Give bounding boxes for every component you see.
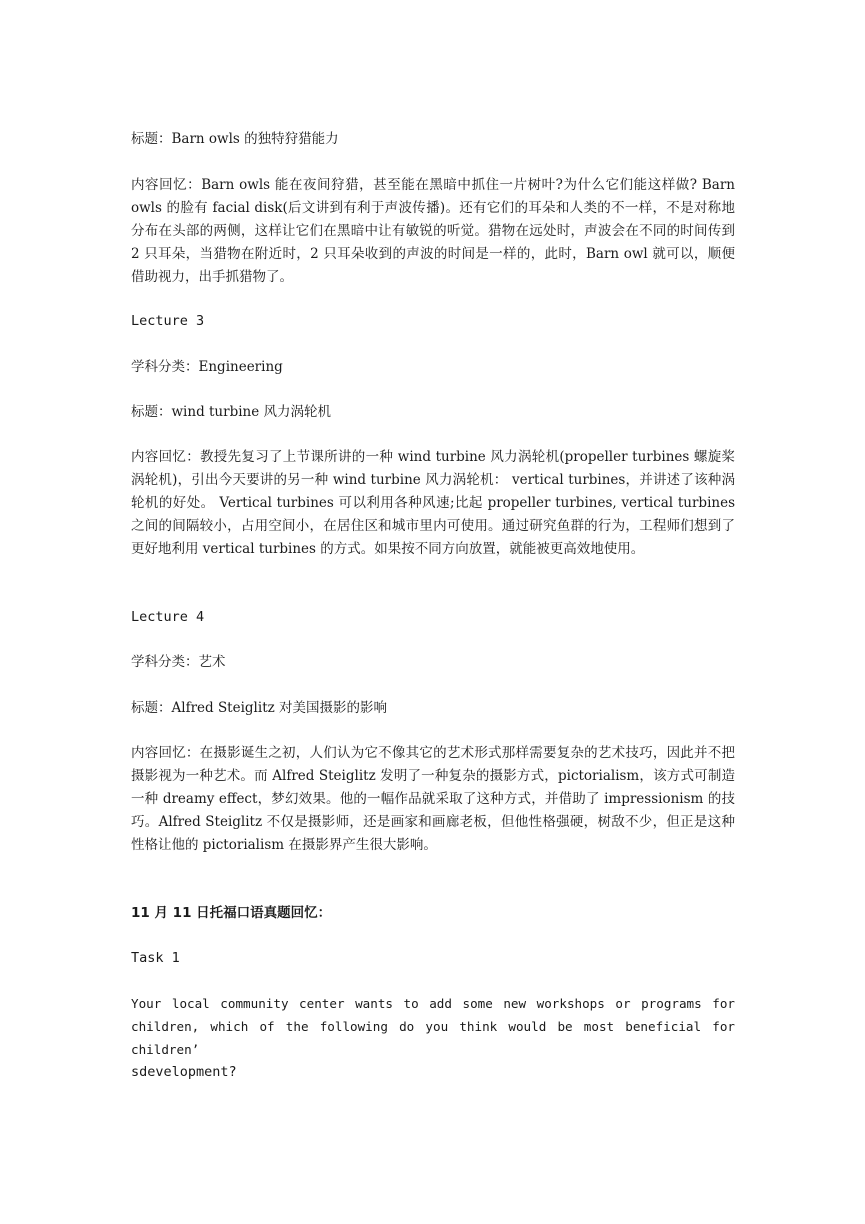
lecture4-heading: Lecture 4 (131, 609, 205, 625)
lecture4-title: 标题：Alfred Steiglitz 对美国摄影的影响 (131, 700, 388, 716)
lecture2-title: 标题：Barn owls 的独特狩猎能力 (131, 131, 339, 147)
task1-heading: Task 1 (131, 950, 180, 966)
lecture3-title: 标题：wind turbine 风力涡轮机 (131, 404, 332, 420)
lecture4-content: 内容回忆：在摄影诞生之初，人们认为它不像其它的艺术形式那样需要复杂的艺术技巧，因此并不把摄影视为一种艺术。而 Alfred Steiglitz 发明了一种复杂的摄影方式，pictorialism，该方式可制造一种 dreamy effect，梦幻效果。他的一幅作品就采取了这种方式，并借助了 impressionism 的技巧。Alfred Steiglitz 不仅是摄影师，还是画家和画廊老板，但他性格强硬，树敌不少，但正是这种性格让他的 pictorialism 在摄影界产生很大影响。 (131, 745, 735, 853)
lecture3-content: 内容回忆：教授先复习了上节课所讲的一种 wind turbine 风力涡轮机(propeller turbines 螺旋桨涡轮机)，引出今天要讲的另一种 wind turbine 风力涡轮机： vertical turbines，并讲述了该种涡轮机的好处。 Vertical turbines 可以利用各种风速;比起 propeller turbines, vertical turbines 之间的间隔较小，占用空间小，在居住区和城市里内可使用。通过研究鱼群的行为，工程师们想到了更好地利用 vertical turbines 的方式。如果按不同方向放置，就能被更高效地使用。 (131, 449, 740, 557)
section-heading: 11 月 11 日托福口语真题回忆： (131, 905, 332, 921)
lecture3-subject: 学科分类：Engineering (131, 359, 283, 375)
lecture3-heading: Lecture 3 (131, 313, 205, 329)
task1-question-cont: sdevelopment? (131, 1064, 237, 1080)
lecture4-subject: 学科分类：艺术 (131, 654, 226, 670)
task1-question: Your local community center wants to add some new workshops or programs for children, which of the following do you think would be most beneficial for children’ (131, 996, 743, 1057)
lecture2-content: 内容回忆：Barn owls 能在夜间狩猎，甚至能在黑暗中抓住一片树叶?为什么它们能这样做? Barn owls 的脸有 facial disk(后文讲到有利于声波传播)。还有它们的耳朵和人类的不一样，不是对称地分布在头部的两侧，这样让它们在黑暗中让有敏锐的听觉。猎物在远处时，声波会在不同的时间传到 2 只耳朵，当猎物在附近时，2 只耳朵收到的声波的时间是一样的，此时，Barn owl 就可以，顺便借助视力，出手抓猎物了。 (131, 177, 740, 285)
